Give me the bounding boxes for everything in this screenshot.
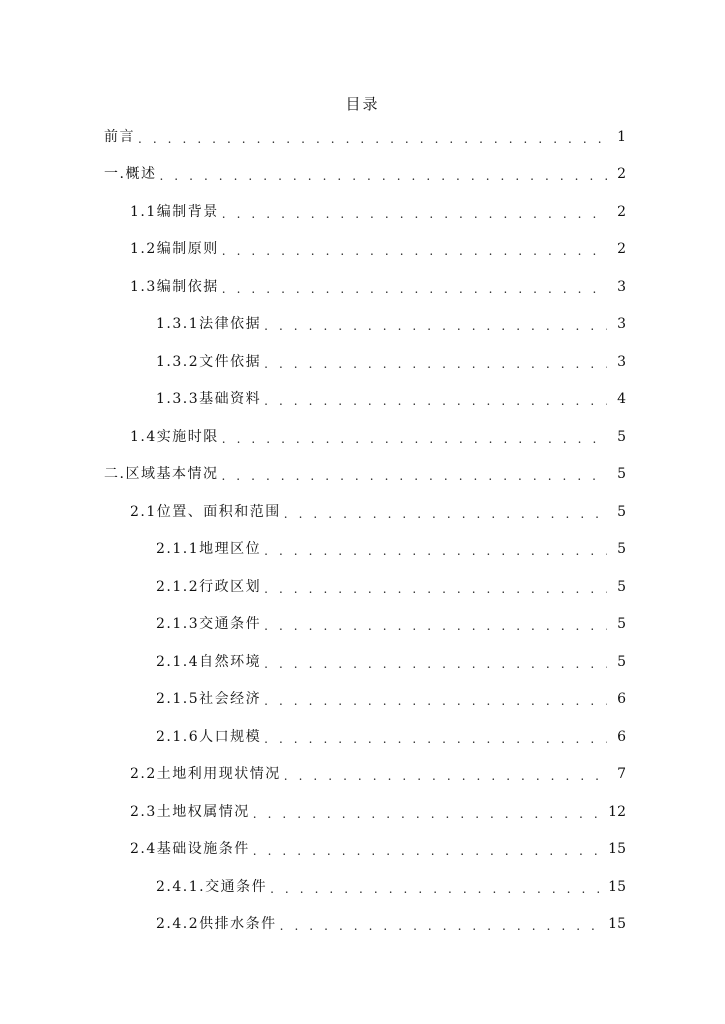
- dot-leader: [264, 541, 607, 561]
- dot-leader: [264, 579, 607, 599]
- toc-entry-page-number: 15: [608, 841, 626, 858]
- dot-leader: [280, 916, 606, 936]
- toc-entry[interactable]: [104, 343, 626, 381]
- dot-leader: [264, 354, 607, 374]
- dot-leader: [222, 204, 607, 224]
- toc-entry[interactable]: [104, 531, 626, 569]
- toc-entry-label: 1.3.1法律依据: [156, 316, 262, 333]
- dot-leader: [264, 616, 607, 636]
- toc-entry[interactable]: [104, 868, 626, 906]
- toc-entry-label: 2.1.2行政区划: [156, 578, 262, 595]
- toc-entry-page-number: 12: [608, 803, 626, 820]
- toc-entry-label: 1.3编制依据: [130, 278, 219, 295]
- toc-entry[interactable]: [104, 381, 626, 419]
- toc-entry-page-number: 5: [617, 653, 626, 670]
- toc-entry-page-number: 5: [617, 578, 626, 595]
- toc-entry[interactable]: [104, 906, 626, 944]
- dot-leader: [264, 691, 607, 711]
- dot-leader: [221, 466, 607, 486]
- toc-entry-label: 2.1.5社会经济: [156, 691, 262, 708]
- toc-entry-page-number: 6: [617, 691, 626, 708]
- toc-entry-label: 2.1位置、面积和范围: [130, 503, 281, 520]
- toc-entry-label: 1.2编制原则: [130, 241, 219, 258]
- toc-entry-page-number: 2: [617, 241, 626, 258]
- toc-entry[interactable]: [104, 831, 626, 869]
- toc-entry[interactable]: [104, 418, 626, 456]
- toc-entry[interactable]: [104, 193, 626, 231]
- toc-entry-label: 2.1.6人口规模: [156, 728, 262, 745]
- dot-leader: [264, 391, 607, 411]
- toc-entry[interactable]: [104, 493, 626, 531]
- toc-entry-label: 2.4.2供排水条件: [156, 916, 277, 933]
- toc-entry-label: 2.4基础设施条件: [130, 841, 250, 858]
- toc-entry-label: 2.2土地利用现状情况: [130, 766, 281, 783]
- toc-entry-page-number: 5: [617, 466, 626, 483]
- toc-entry[interactable]: [104, 681, 626, 719]
- toc-entry-page-number: 5: [617, 428, 626, 445]
- toc-entry-label: 前言: [104, 128, 135, 145]
- toc-entry-label: 二.区域基本情况: [104, 466, 219, 483]
- toc-entry-label: 1.3.3基础资料: [156, 391, 262, 408]
- dot-leader: [270, 879, 605, 899]
- dot-leader: [253, 804, 605, 824]
- toc-entry[interactable]: [104, 718, 626, 756]
- dot-leader: [284, 504, 607, 524]
- dot-leader: [222, 279, 607, 299]
- toc-entry-label: 2.1.1地理区位: [156, 541, 262, 558]
- table-of-contents: [104, 118, 626, 943]
- dot-leader: [253, 841, 605, 861]
- toc-entry-page-number: 5: [617, 541, 626, 558]
- toc-entry-page-number: 15: [608, 916, 626, 933]
- toc-entry[interactable]: [104, 606, 626, 644]
- toc-entry[interactable]: [104, 268, 626, 306]
- dot-leader: [284, 766, 607, 786]
- toc-entry[interactable]: [104, 568, 626, 606]
- dot-leader: [264, 654, 607, 674]
- toc-entry[interactable]: [104, 643, 626, 681]
- toc-entry[interactable]: [104, 156, 626, 194]
- toc-entry-label: 1.4实施时限: [130, 428, 219, 445]
- toc-entry-label: 1.3.2文件依据: [156, 353, 262, 370]
- toc-entry-label: 2.4.1.交通条件: [156, 878, 268, 895]
- toc-entry-page-number: 1: [617, 128, 626, 145]
- toc-entry-page-number: 4: [617, 391, 626, 408]
- toc-entry-page-number: 2: [617, 166, 626, 183]
- toc-entry-page-number: 3: [617, 278, 626, 295]
- toc-entry-label: 2.1.3交通条件: [156, 616, 262, 633]
- dot-leader: [138, 129, 607, 149]
- toc-entry-label: 1.1编制背景: [130, 203, 219, 220]
- toc-entry[interactable]: [104, 231, 626, 269]
- toc-entry-page-number: 3: [617, 353, 626, 370]
- toc-entry-page-number: 7: [617, 766, 626, 783]
- toc-entry[interactable]: [104, 756, 626, 794]
- toc-entry[interactable]: [104, 306, 626, 344]
- toc-entry[interactable]: [104, 793, 626, 831]
- dot-leader: [264, 729, 607, 749]
- toc-entry-label: 2.1.4自然环境: [156, 653, 262, 670]
- dot-leader: [264, 316, 607, 336]
- toc-entry-page-number: 5: [617, 616, 626, 633]
- toc-entry[interactable]: [104, 456, 626, 494]
- toc-entry-page-number: 6: [617, 728, 626, 745]
- toc-entry-label: 2.3土地权属情况: [130, 803, 250, 820]
- dot-leader: [222, 241, 607, 261]
- toc-entry[interactable]: [104, 118, 626, 156]
- dot-leader: [159, 166, 607, 186]
- dot-leader: [222, 429, 607, 449]
- toc-entry-page-number: 5: [617, 503, 626, 520]
- toc-entry-label: 一.概述: [104, 166, 157, 183]
- toc-title: 目录: [345, 95, 380, 113]
- toc-entry-page-number: 15: [608, 878, 626, 895]
- toc-entry-page-number: 2: [617, 203, 626, 220]
- toc-entry-page-number: 3: [617, 316, 626, 333]
